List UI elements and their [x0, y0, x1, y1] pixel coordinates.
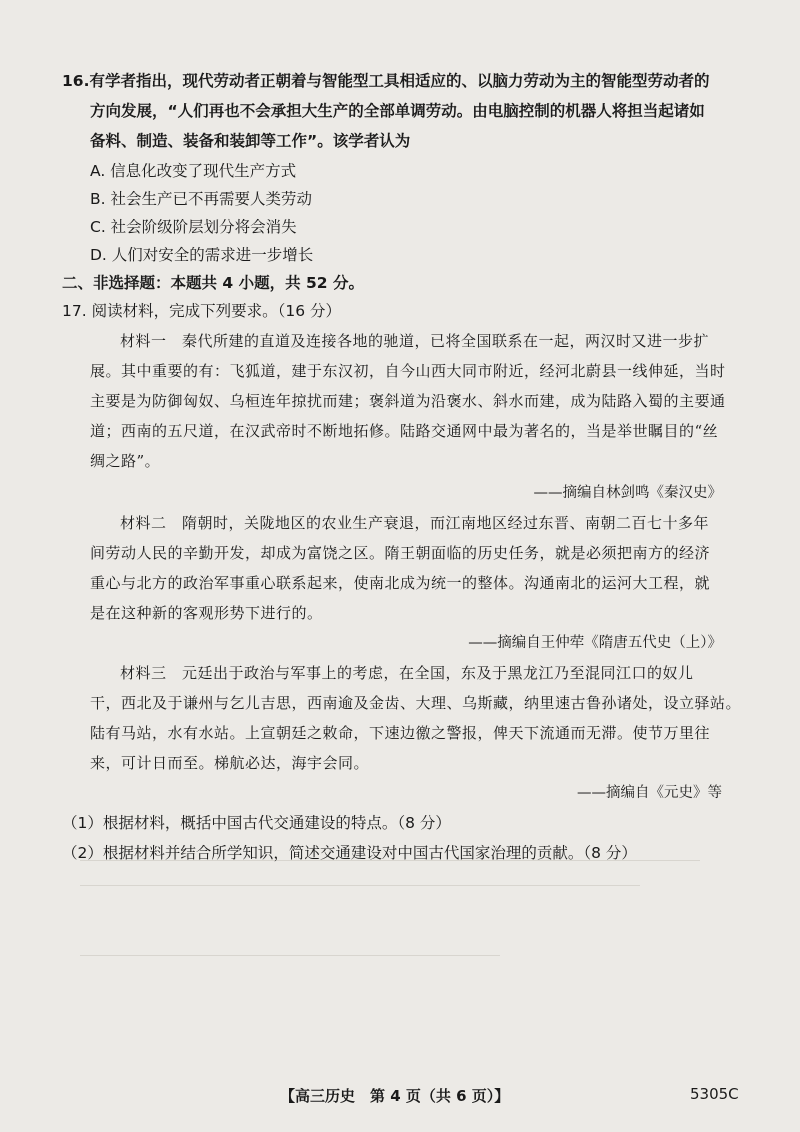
material2-line: 材料二 隋朝时，关陇地区的农业生产衰退，而江南地区经过东晋、南朝二百七十多年: [120, 514, 710, 532]
material3-source: ——摘编自《元史》等: [577, 785, 722, 801]
material3-line: 材料三 元廷出于政治与军事上的考虑，在全国，东及于黑龙江乃至混同江口的奴儿: [120, 664, 694, 682]
material1-line: 绸之路”。: [90, 452, 161, 470]
q17-stem: 17. 阅读材料，完成下列要求。（16 分）: [62, 302, 341, 320]
material2-line: 是在这种新的客观形势下进行的。: [90, 604, 323, 622]
q16-option-a: A. 信息化改变了现代生产方式: [90, 162, 297, 180]
material1-line: 道；西南的五尺道，在汉武帝时不断地拓修。陆路交通网中最为著名的，当是举世瞩目的“丝: [90, 422, 719, 440]
material3-line: 干，西北及于谦州与乞儿吉思，西南逾及金齿、大理、乌斯藏，纳里速古鲁孙诸处，设立驿站。: [90, 694, 742, 712]
q16-option-d: D. 人们对安全的需求进一步增长: [90, 246, 314, 264]
q16-stem-line1: 16.有学者指出，现代劳动者正朝着与智能型工具相适应的、以脑力劳动为主的智能型劳动者的: [62, 72, 710, 90]
q17-subquestion-2: （2）根据材料并结合所学知识，简述交通建设对中国古代国家治理的贡献。（8 分）: [62, 844, 637, 862]
bleed-through-line: [80, 955, 500, 956]
page-footer: 【高三历史 第 4 页（共 6 页）】: [280, 1087, 510, 1105]
q16-stem-line3: 备料、制造、装备和装卸等工作”。该学者认为: [90, 132, 411, 150]
paper-code: 5305C: [690, 1085, 739, 1103]
material1-line: 材料一 秦代所建的直道及连接各地的驰道，已将全国联系在一起，两汉时又进一步扩: [120, 332, 710, 350]
material2-line: 间劳动人民的辛勤开发，却成为富饶之区。隋王朝面临的历史任务，就是必须把南方的经济: [90, 544, 711, 562]
material1-line: 主要是为防御匈奴、乌桓连年掠扰而建；褒斜道为沿褒水、斜水而建，成为陆路入蜀的主要通: [90, 392, 726, 410]
q17-subquestion-1: （1）根据材料，概括中国古代交通建设的特点。（8 分）: [62, 814, 451, 832]
material3-line: 陆有马站，水有水站。上宣朝廷之敕命，下速边徼之警报，俾天下流通而无滞。使节万里往: [90, 724, 711, 742]
material1-line: 展。其中重要的有：飞狐道，建于东汉初，自今山西大同市附近，经河北蔚县一线伸延，当时: [90, 362, 726, 380]
material1-source: ——摘编自林剑鸣《秦汉史》: [533, 485, 722, 501]
material2-line: 重心与北方的政治军事重心联系起来，使南北成为统一的整体。沟通南北的运河大工程，就: [90, 574, 711, 592]
bleed-through-line: [80, 885, 640, 886]
section-heading: 二、非选择题：本题共 4 小题，共 52 分。: [62, 274, 364, 292]
q16-option-c: C. 社会阶级阶层划分将会消失: [90, 218, 297, 236]
q16-stem-line2: 方向发展，“人们再也不会承担大生产的全部单调劳动。由电脑控制的机器人将担当起诸如: [90, 102, 705, 120]
q16-option-b: B. 社会生产已不再需要人类劳动: [90, 190, 312, 208]
material2-source: ——摘编自王仲荦《隋唐五代史（上）》: [468, 635, 722, 651]
material3-line: 来，可计日而至。梯航必达，海宇会同。: [90, 754, 370, 772]
